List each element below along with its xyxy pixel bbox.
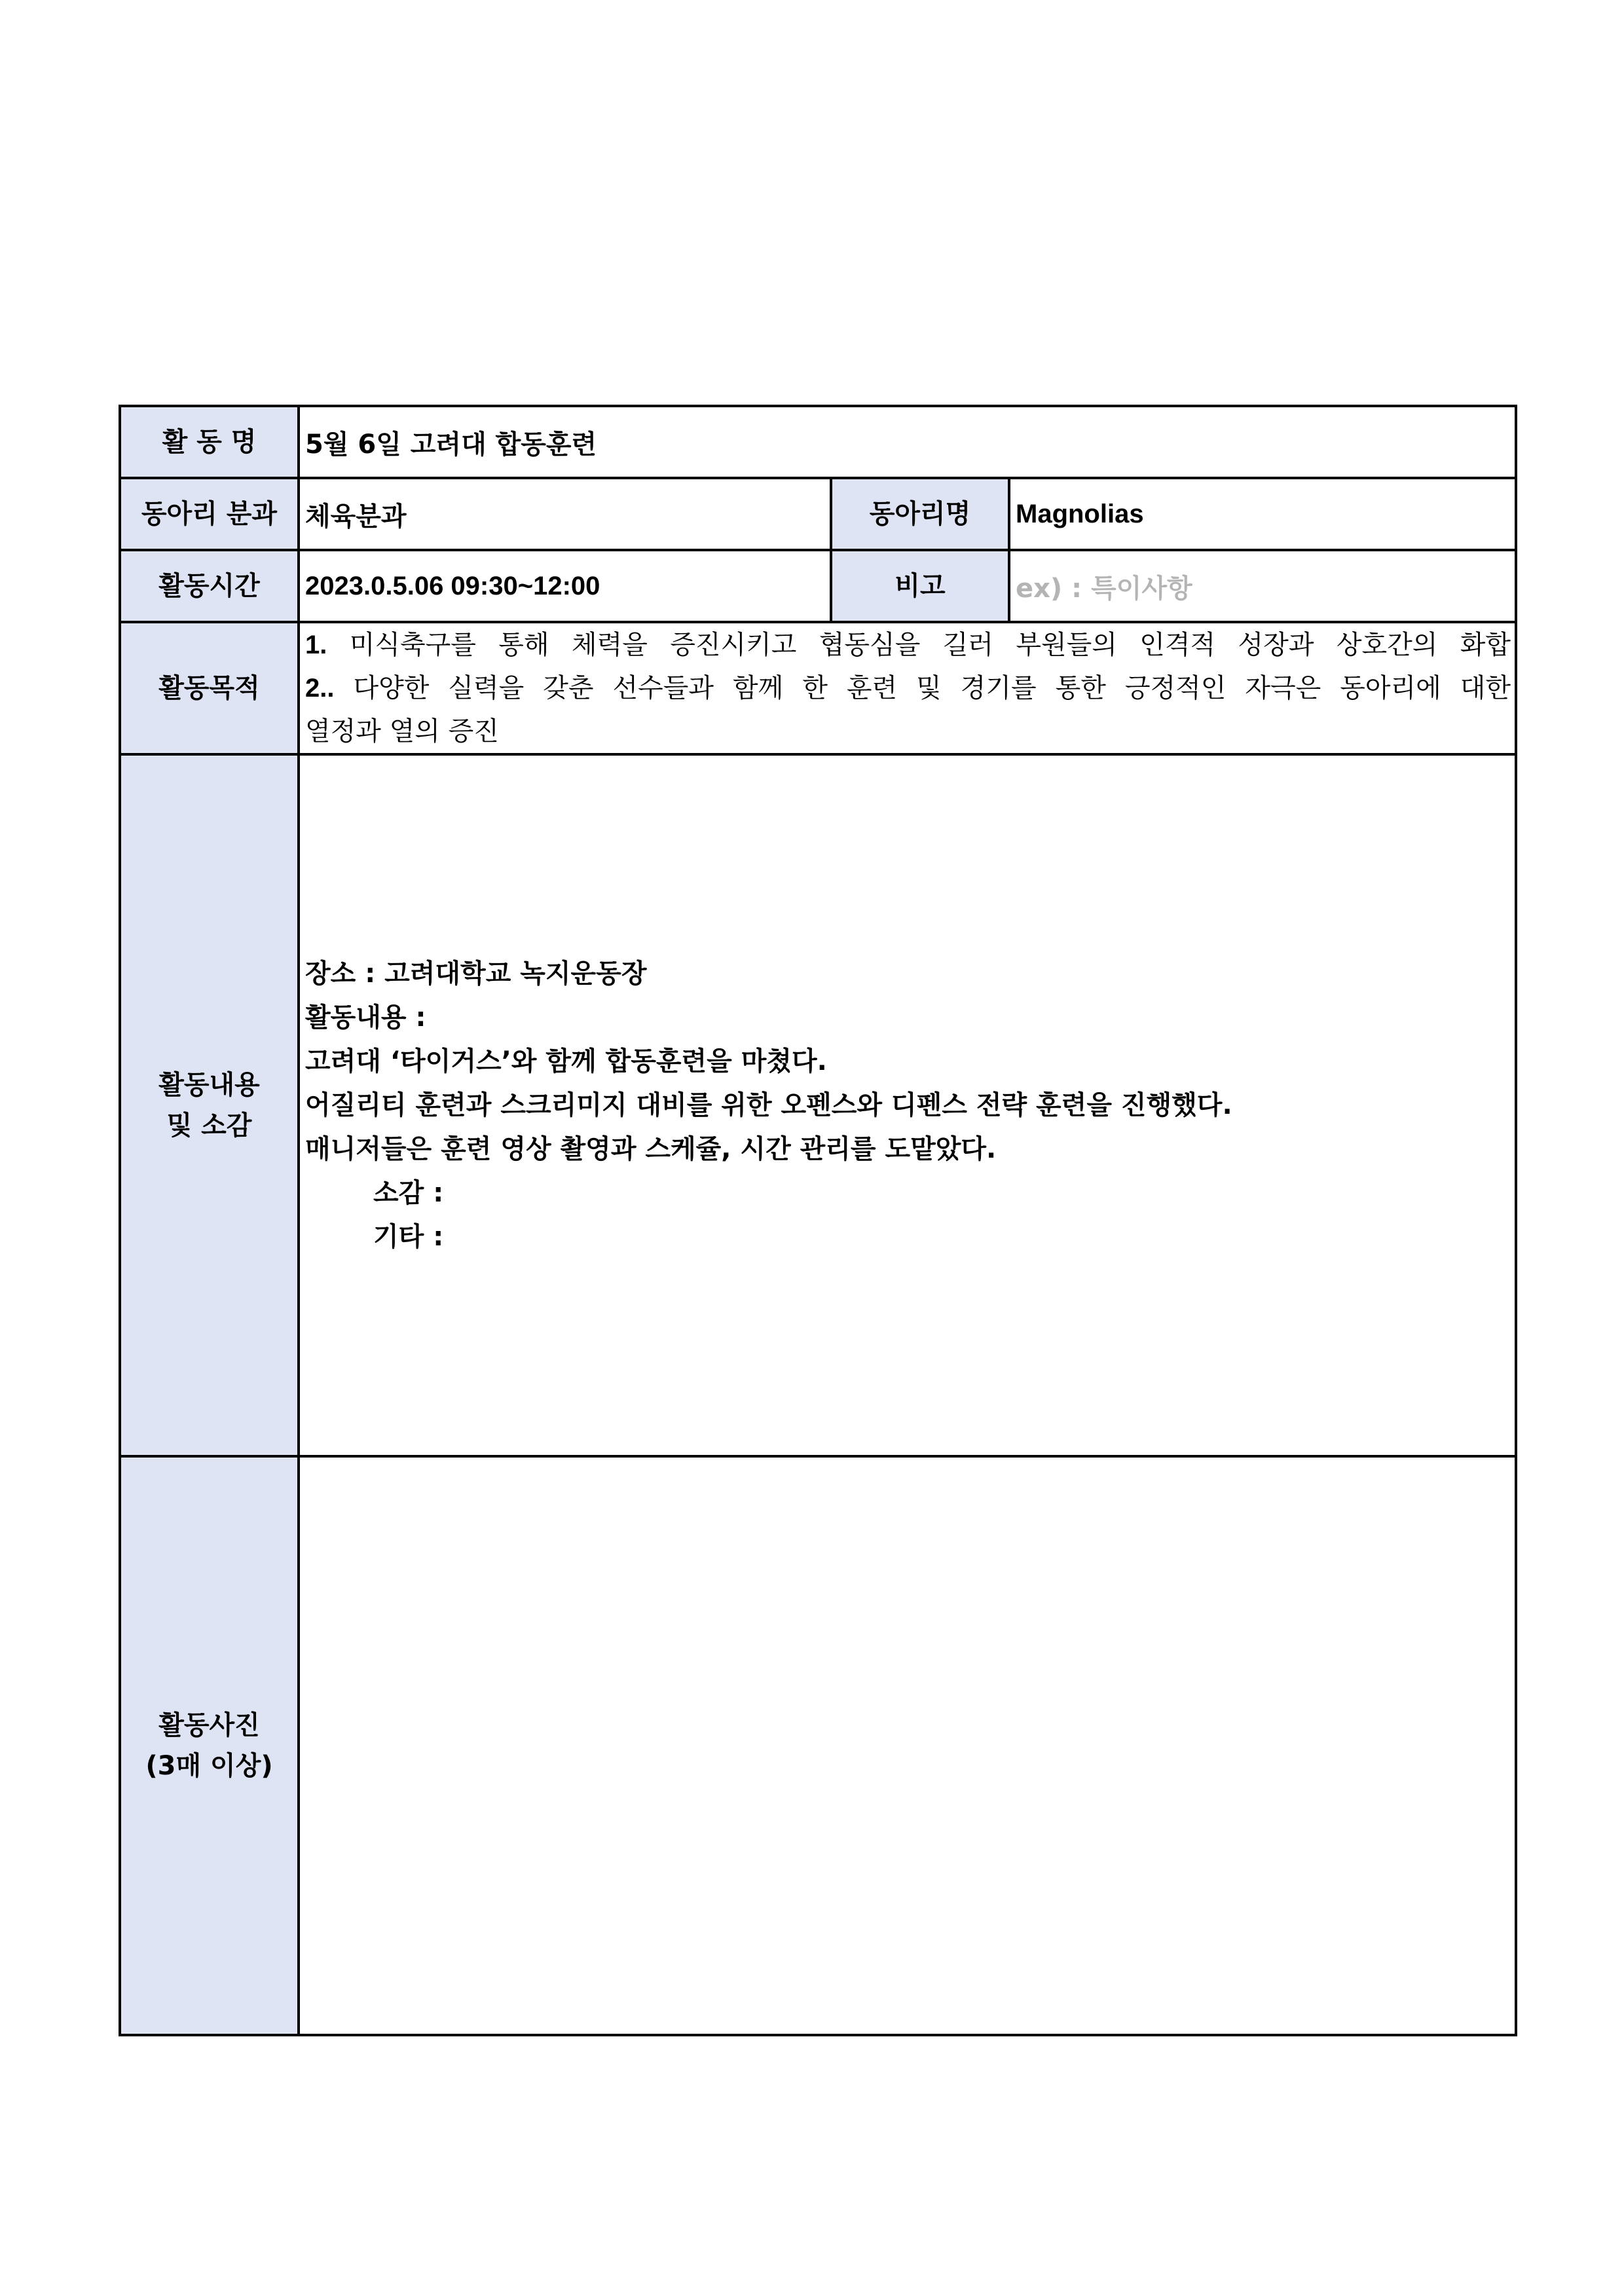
photos-area[interactable] <box>299 1456 1516 2035</box>
content-row <box>120 754 1516 1456</box>
purpose-row <box>120 622 1516 754</box>
purpose-label: 활동목적 <box>120 622 299 754</box>
club-name-label: 동아리명 <box>831 478 1009 550</box>
content-value[interactable] <box>299 754 1516 1456</box>
content-label <box>120 754 299 1456</box>
club-info-row <box>120 478 1516 550</box>
remarks-label: 비고 <box>831 550 1009 622</box>
photos-label <box>120 1456 299 2035</box>
photos-label-line-1: 활동사진 <box>158 1710 260 1740</box>
activity-time-label: 활동시간 <box>120 550 299 622</box>
activity-name-value[interactable]: 5월 6일 고려대 합동훈련 <box>299 406 1516 478</box>
content-line-1: 고려대 ‘타이거스’와 함께 합동훈련을 마쳤다. <box>305 1046 827 1076</box>
content-etc: 기타 : <box>373 1221 444 1252</box>
content-label-line-1: 활동내용 <box>158 1070 260 1100</box>
photos-label-line-2: (3매 이상) <box>145 1751 273 1781</box>
activity-name-row <box>120 406 1516 478</box>
content-details-heading: 활동내용 : <box>305 1002 426 1033</box>
content-label-line-2: 및 소감 <box>166 1111 252 1141</box>
content-line-2: 어질리티 훈련과 스크리미지 대비를 위한 오펜스와 디펜스 전략 훈련을 진행했다. <box>305 1090 1232 1120</box>
content-place: 장소 : 고려대학교 녹지운동장 <box>305 958 647 989</box>
remarks-placeholder[interactable]: ex) : 특이사항 <box>1009 550 1516 622</box>
purpose-item-1-number: 1. <box>305 631 327 659</box>
content-line-3: 매니저들은 훈련 영상 촬영과 스케쥴, 시간 관리를 도맡았다. <box>305 1133 997 1164</box>
purpose-item-1 <box>305 623 1511 667</box>
club-division-label: 동아리 분과 <box>120 478 299 550</box>
club-division-value[interactable]: 체육분과 <box>299 478 831 550</box>
club-name-value[interactable]: Magnolias <box>1009 478 1516 550</box>
activity-time-value[interactable]: 2023.0.5.06 09:30~12:00 <box>299 550 831 622</box>
activity-report-form <box>119 405 1517 2036</box>
activity-name-label: 활 동 명 <box>120 406 299 478</box>
content-impressions: 소감 : <box>373 1177 444 1208</box>
purpose-value[interactable] <box>299 622 1516 754</box>
purpose-item-1-text: 미식축구를 통해 체력을 증진시키고 협동심을 길러 부원들의 인격적 성장과 상호간의 화합 <box>327 630 1511 660</box>
purpose-item-2-text: 다양한 실력을 갖춘 선수들과 함께 한 훈련 및 경기를 통한 긍정적인 자극은 동아리에 대한 <box>334 673 1511 703</box>
purpose-item-2-number: 2.. <box>305 674 335 703</box>
purpose-item-2-continued: 열정과 열의 증진 <box>305 716 499 746</box>
photos-row <box>120 1456 1516 2035</box>
activity-time-row <box>120 550 1516 622</box>
purpose-item-2 <box>305 667 1511 710</box>
